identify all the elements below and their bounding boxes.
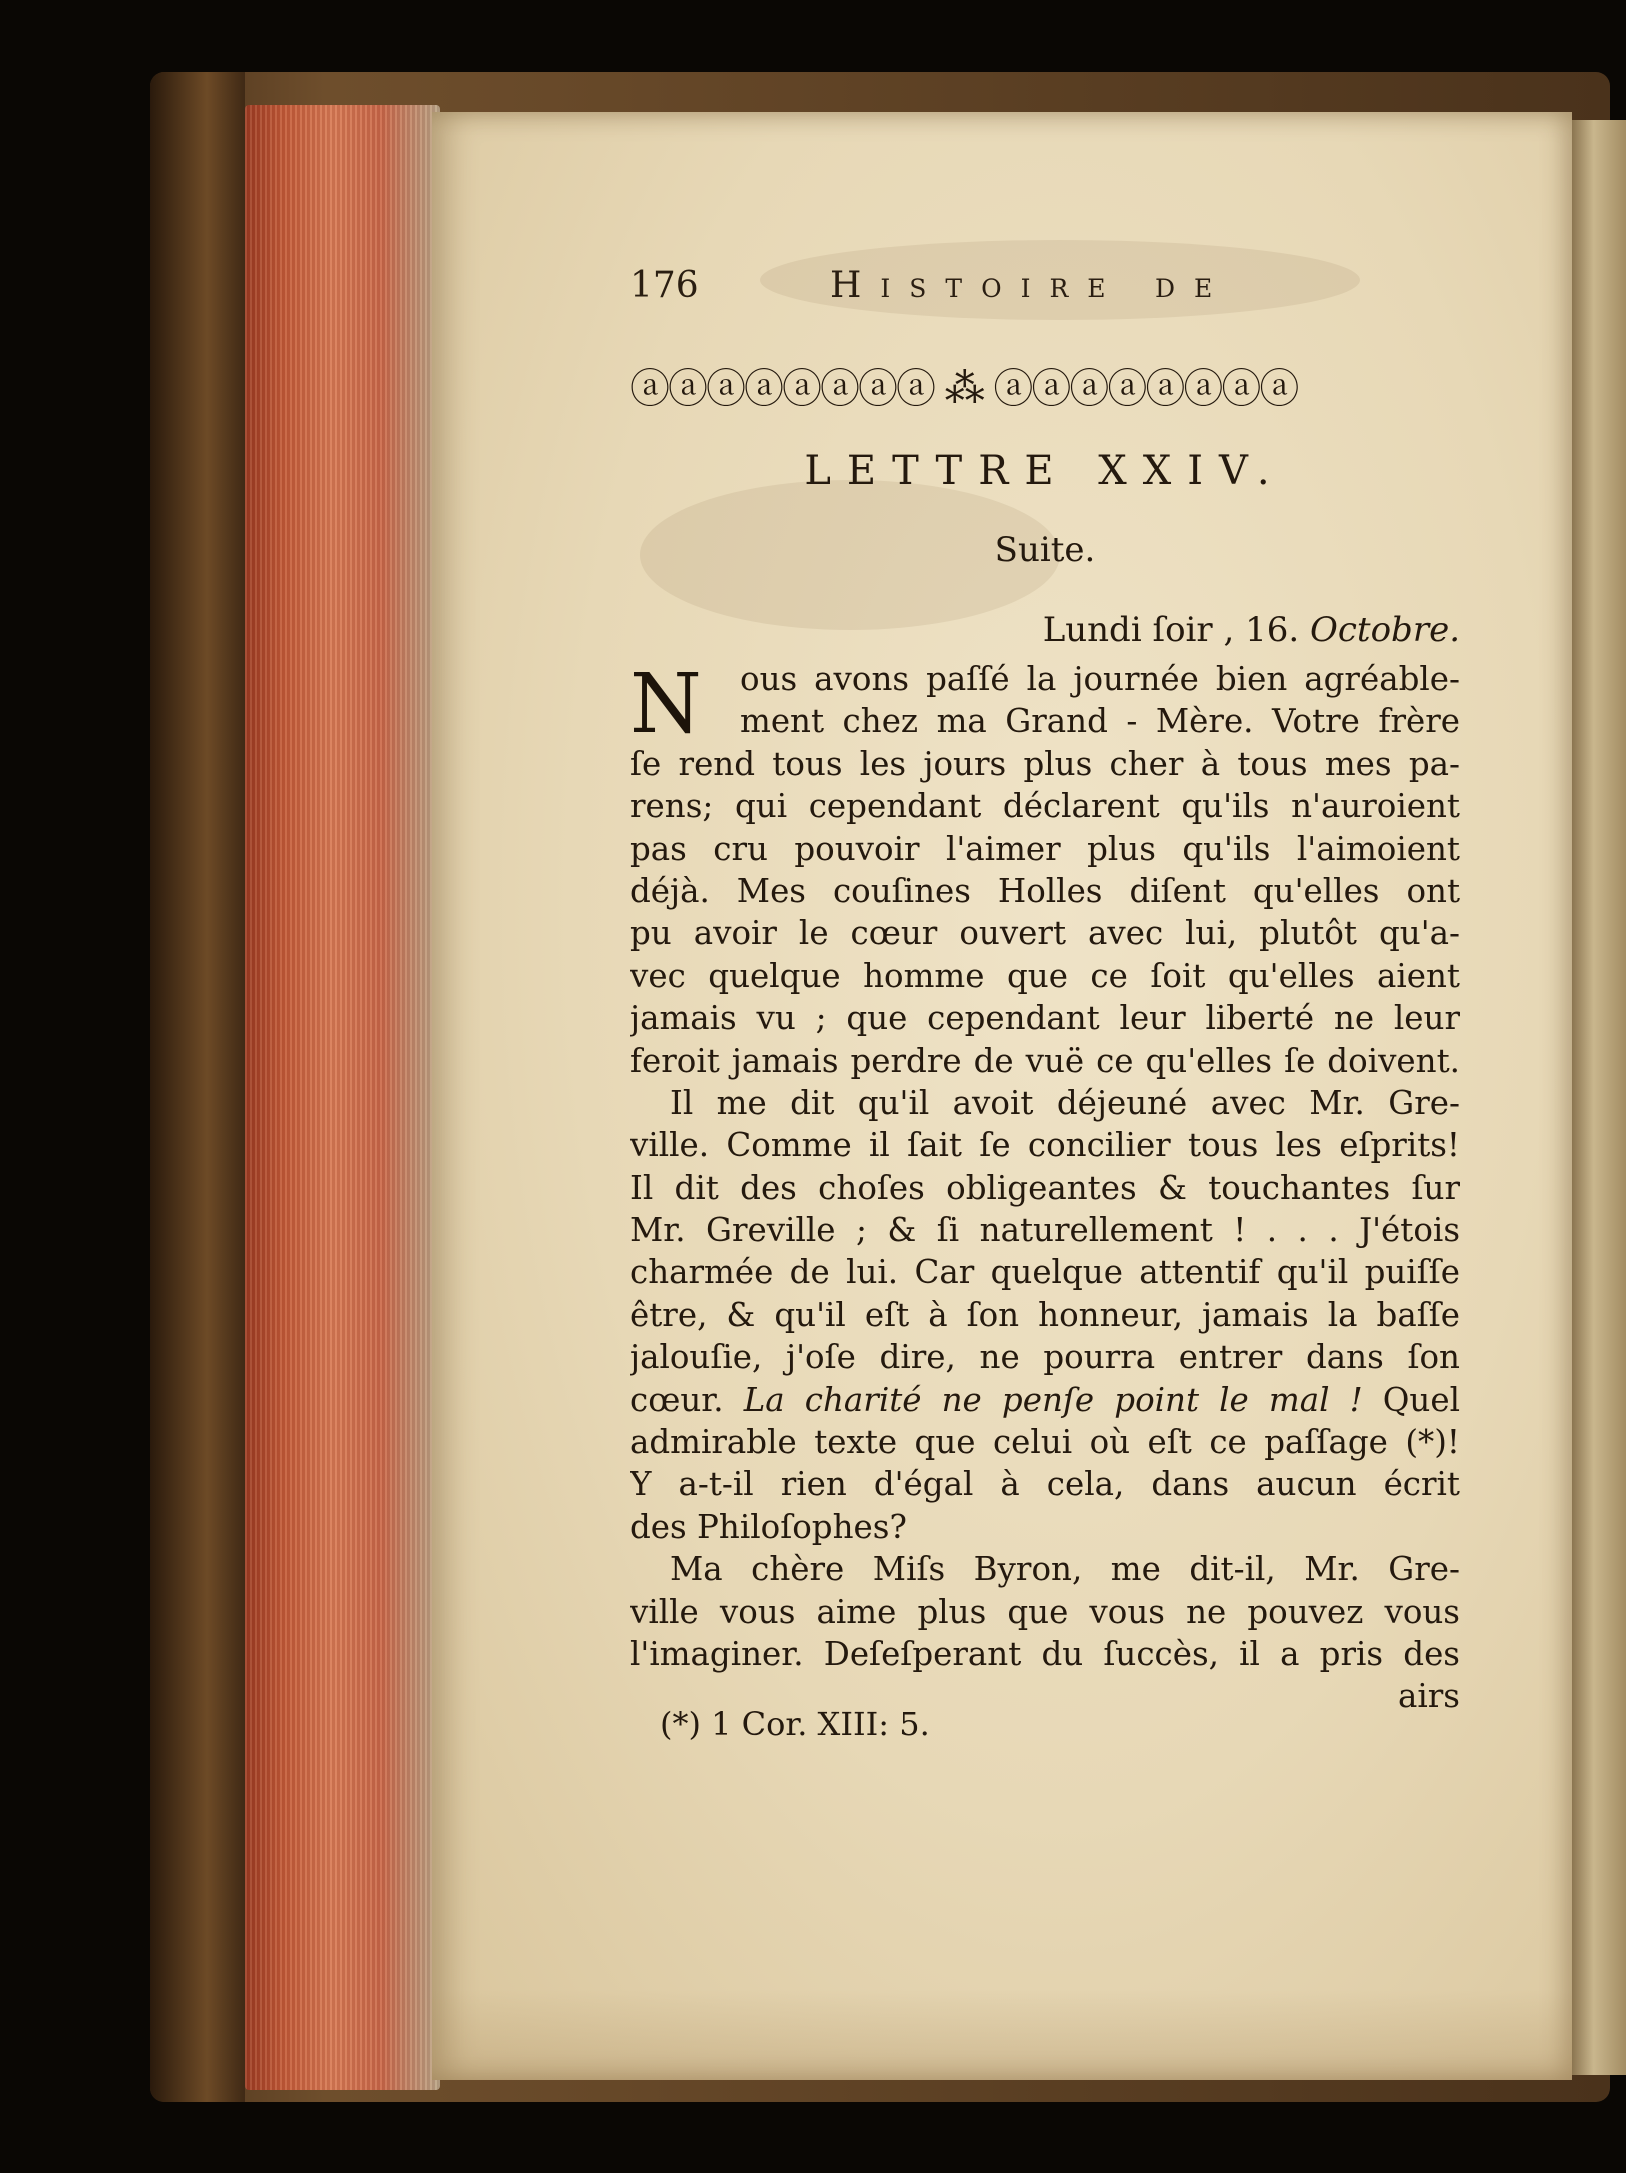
text-line: Il dit des choſes obligeantes & touchantes ſur xyxy=(630,1168,1460,1207)
text-line: être, & qu'il eſt à ſon honneur, jamais la baſſe xyxy=(630,1295,1460,1334)
running-title: Histoire de xyxy=(830,265,1232,306)
text-line: des Philoſophes? xyxy=(630,1507,907,1546)
text-fragment: Quel xyxy=(1382,1380,1460,1419)
facing-page-edge xyxy=(1572,120,1626,2075)
text-fragment: cœur. xyxy=(630,1380,724,1419)
italic-quote: La charité ne penſe point le mal ! xyxy=(743,1380,1363,1419)
dateline xyxy=(630,610,1460,650)
text-line: pas cru pouvoir l'aimer plus qu'ils l'aimoient xyxy=(630,829,1460,868)
page-number: 176 xyxy=(630,265,699,306)
footnote: (*) 1 Cor. XIII: 5. xyxy=(660,1705,930,1743)
text-line: ville vous aime plus que vous ne pouvez vous xyxy=(630,1592,1460,1631)
letter-title: LETTRE XXIV. xyxy=(804,448,1286,494)
text-line: feroit jamais perdre de vuë ce qu'elles ſe doivent. xyxy=(630,1041,1460,1080)
page-bottom-shading xyxy=(432,1990,1572,2080)
text-line: Mr. Greville ; & ſi naturellement ! . . . J'étois xyxy=(630,1211,1460,1250)
body-text xyxy=(630,658,1460,1718)
text-line: déjà. Mes couſines Holles diſent qu'elles ont xyxy=(630,871,1460,910)
dateline-prefix: Lundi ſoir , 16. xyxy=(1042,610,1300,650)
text-line: pu avoir le cœur ouvert avec lui, plutôt qu'a- xyxy=(630,914,1460,953)
text-line: charmée de lui. Car quelque attentif qu'il puiſſe xyxy=(630,1253,1460,1292)
text-line-with-quote xyxy=(630,1379,1460,1421)
text-line: vec quelque homme que ce ſoit qu'elles aient xyxy=(630,956,1460,995)
page-edges xyxy=(245,105,440,2090)
text-line: ous avons paſſé la journée bien agréable- xyxy=(740,660,1460,698)
running-header xyxy=(630,265,1460,315)
text-line: jalouſie, j'oſe dire, ne pourra entrer dans ſon xyxy=(630,1338,1460,1377)
text-line: rens; qui cependant déclarent qu'ils n'auroient xyxy=(630,787,1460,826)
text-line: jamais vu ; que cependant leur liberté ne leur xyxy=(630,999,1460,1038)
text-line: ment chez ma Grand - Mère. Votre frère xyxy=(740,702,1460,741)
text-line: ſe rend tous les jours plus cher à tous mes pa- xyxy=(630,744,1460,783)
book-spine xyxy=(150,72,245,2102)
text-line: Ma chère Miſs Byron, me dit-il, Mr. Gre- xyxy=(670,1550,1460,1589)
drop-cap: N xyxy=(630,657,702,752)
text-line: l'imaginer. Deſeſperant du ſuccès, il a pris des xyxy=(630,1634,1460,1673)
text-line: ville. Comme il ſait ſe concilier tous les eſprits! xyxy=(630,1126,1460,1165)
decorative-ornament-band: ⓐⓐⓐⓐⓐⓐⓐⓐ ⁂ ⓐⓐⓐⓐⓐⓐⓐⓐ xyxy=(630,366,1298,412)
text-line: admirable texte que celui où eſt ce paſſage (*)! xyxy=(630,1423,1460,1462)
text-line: Y a-t-il rien d'égal à cela, dans aucun écrit xyxy=(630,1465,1460,1504)
letter-subtitle: Suite. xyxy=(994,530,1096,570)
catchword: airs xyxy=(1398,1677,1460,1716)
text-line: Il me dit qu'il avoit déjeuné avec Mr. Gre- xyxy=(670,1083,1460,1122)
dateline-month: Octobre. xyxy=(1310,610,1460,650)
